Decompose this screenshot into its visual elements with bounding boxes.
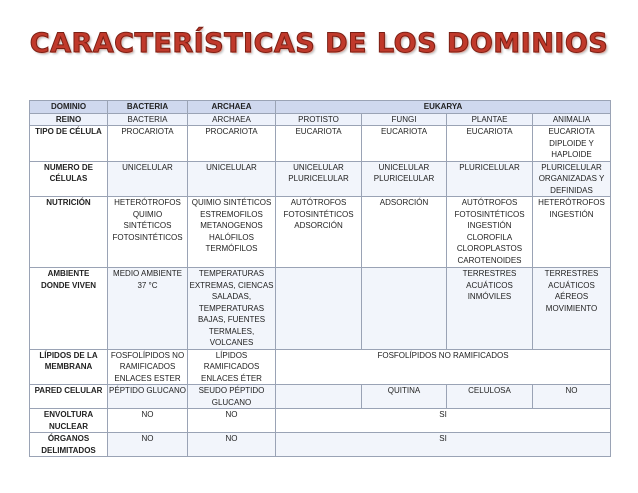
table-cell: HETERÓTROFOS INGESTIÓN: [533, 197, 611, 268]
row-label: ÓRGANOS DELIMITADOS: [30, 433, 108, 457]
table-row-organos: [30, 433, 611, 457]
page-title: CARACTERÍSTICAS DE LOS DOMINIOS: [29, 28, 609, 59]
table-cell: HETERÓTROFOS QUIMIO SINTÉTICOS FOTOSINTÉTICOS: [108, 197, 188, 268]
table-cell: CELULOSA: [447, 385, 533, 409]
domains-table: [29, 100, 611, 457]
table-cell: FOSFOLÍPIDOS NO RAMIFICADOS: [276, 349, 611, 385]
table-cell: ADSORCIÓN: [362, 197, 447, 268]
row-label: AMBIENTE DONDE VIVEN: [30, 268, 108, 350]
table-cell: PLANTAE: [447, 113, 533, 126]
table-cell: PROTISTO: [276, 113, 362, 126]
table-cell: UNICELULAR: [108, 161, 188, 197]
table-row-pared: [30, 385, 611, 409]
table-cell: TEMPERATURAS EXTREMAS, CIENCAS SALADAS, TEMPERATURAS BAJAS, FUENTES TERMALES, VOLCANES: [189, 269, 274, 347]
table-cell: PROCARIOTA: [188, 126, 276, 162]
table-row-nutricion: [30, 197, 611, 268]
header-cell: EUKARYA: [276, 101, 611, 114]
table-cell: UNICELULAR: [188, 161, 276, 197]
table-row-reino: [30, 113, 611, 126]
table-cell: TERRESTRES ACUÁTICOS INMÓVILES: [447, 268, 533, 350]
table-cell: NO: [188, 409, 276, 433]
table-cell: QUITINA: [362, 385, 447, 409]
table-cell: NO: [188, 433, 276, 457]
table-cell: SI: [276, 433, 611, 457]
table-cell: NO: [108, 433, 188, 457]
table-cell: NO: [108, 409, 188, 433]
table-cell: ARCHAEA: [188, 113, 276, 126]
table-cell: EUCARIOTA: [276, 126, 362, 162]
table-cell: PROCARIOTA: [108, 126, 188, 162]
row-label: PARED CELULAR: [30, 385, 108, 409]
table-row-ambiente: [30, 268, 611, 350]
table-header-row: [30, 101, 611, 114]
row-label: TIPO DE CÉLULA: [30, 126, 108, 162]
row-label: LÍPIDOS DE LA MEMBRANA: [30, 349, 108, 385]
header-cell: ARCHAEA: [188, 101, 276, 114]
table-row-numero: [30, 161, 611, 197]
row-label: NUTRICIÓN: [30, 197, 108, 268]
table-cell: PÉPTIDO GLUCANO: [108, 385, 188, 409]
table-cell: SEUDO PÉPTIDO GLUCANO: [188, 385, 276, 409]
table-cell: AUTÓTROFOS FOTOSINTÉTICOS INGESTIÓN CLOROFILA CLOROPLASTOS CAROTENOIDES: [447, 197, 533, 268]
header-cell: DOMINIO: [30, 101, 108, 114]
table-cell: EUCARIOTA DIPLOIDE Y HAPLOIDE: [533, 126, 611, 162]
table-cell: BACTERIA: [108, 113, 188, 126]
table-cell: PLURICELULAR: [447, 161, 533, 197]
table-cell: QUIMIO SINTÉTICOS ESTREMOFILOS METANOGENOS HALÓFILOS TERMÓFILOS: [188, 197, 276, 268]
table-cell: EUCARIOTA: [447, 126, 533, 162]
table-cell: [276, 385, 362, 409]
table-cell: FUNGI: [362, 113, 447, 126]
table-row-tipo: [30, 126, 611, 162]
table-cell: PLURICELULAR ORGANIZADAS Y DEFINIDAS: [533, 161, 611, 197]
table-cell: MEDIO AMBIENTE 37 °C: [108, 268, 188, 350]
table-row-lipidos: [30, 349, 611, 385]
table-cell: SI: [276, 409, 611, 433]
table-cell: UNICELULAR PLURICELULAR: [362, 161, 447, 197]
row-label: ENVOLTURA NUCLEAR: [30, 409, 108, 433]
table-row-envoltura: [30, 409, 611, 433]
row-label: NUMERO DE CÉLULAS: [30, 161, 108, 197]
table-cell: LÍPIDOS RAMIFICADOS ENLACES ÉTER: [188, 349, 276, 385]
table-cell: NO: [533, 385, 611, 409]
table-cell: EUCARIOTA: [362, 126, 447, 162]
table-cell: [276, 268, 362, 350]
table-cell: FOSFOLÍPIDOS NO RAMIFICADOS ENLACES ESTER: [108, 349, 188, 385]
table-cell: TERRESTRES ACUÁTICOS AÉREOS MOVIMIENTO: [533, 268, 611, 350]
table-cell: UNICELULAR PLURICELULAR: [276, 161, 362, 197]
table-cell: ANIMALIA: [533, 113, 611, 126]
row-label: REINO: [30, 113, 108, 126]
header-cell: BACTERIA: [108, 101, 188, 114]
table-cell: [362, 268, 447, 350]
table-cell: AUTÓTROFOS FOTOSINTÉTICOS ADSORCIÓN: [276, 197, 362, 268]
